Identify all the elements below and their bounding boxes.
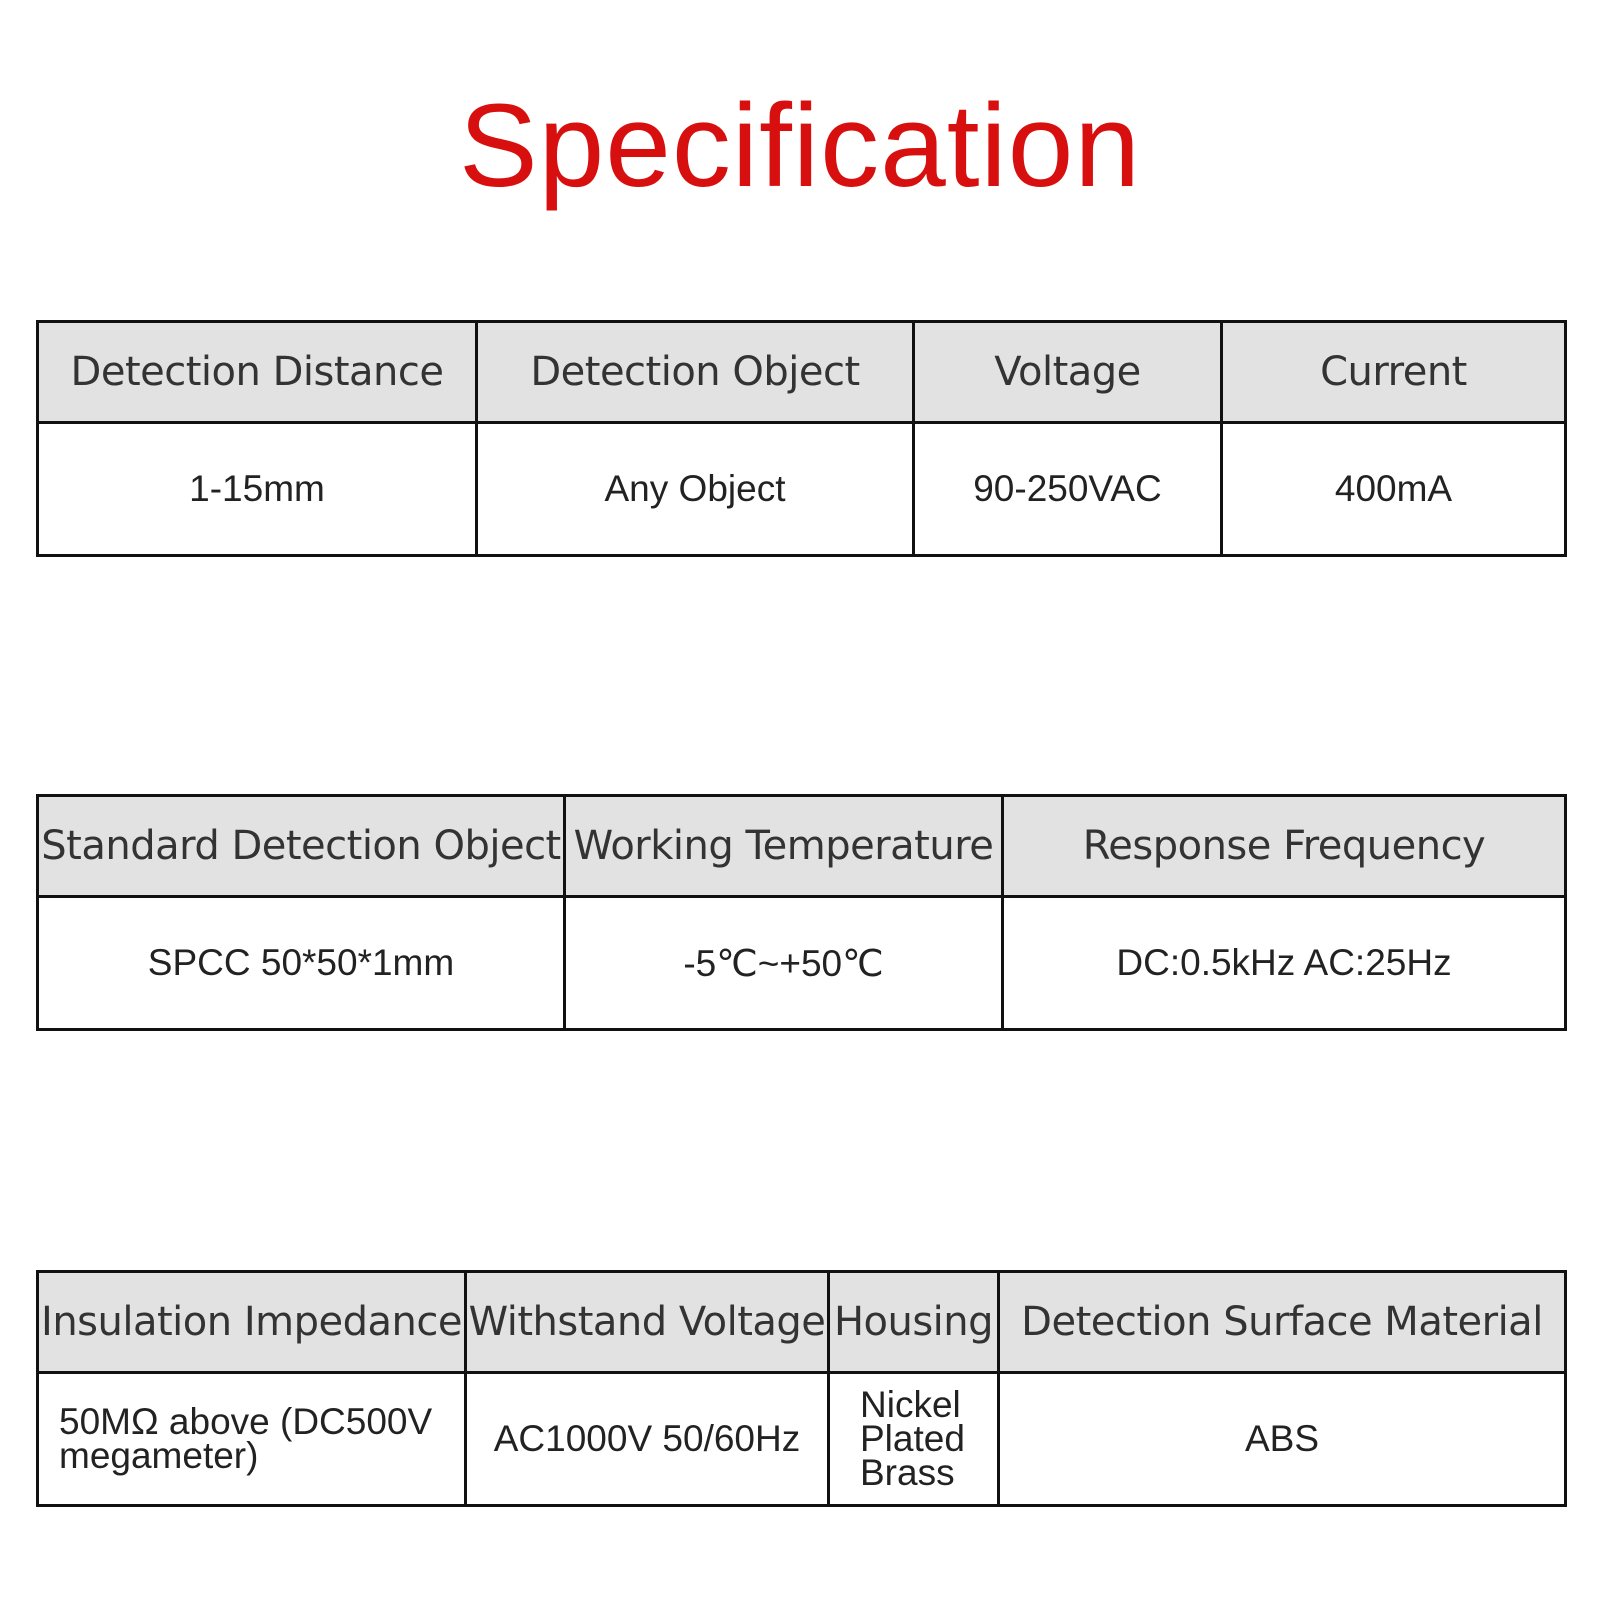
value-withstand-voltage: AC1000V 50/60Hz: [466, 1373, 829, 1506]
spec-table-1: [36, 320, 1567, 557]
header-insulation-impedance: Insulation Impedance: [38, 1272, 466, 1373]
header-housing: Housing: [829, 1272, 999, 1373]
spec-table-2: [36, 794, 1567, 1031]
value-current: 400mA: [1222, 423, 1566, 556]
table-header-row: [38, 322, 1566, 423]
housing-line: Plated: [860, 1418, 965, 1459]
header-detection-surface-material: Detection Surface Material: [999, 1272, 1566, 1373]
value-working-temperature: -5℃~+50℃: [565, 897, 1003, 1030]
header-voltage: Voltage: [914, 322, 1222, 423]
value-housing: [829, 1373, 999, 1506]
value-detection-distance: 1-15mm: [38, 423, 477, 556]
value-response-frequency: DC:0.5kHz AC:25Hz: [1003, 897, 1566, 1030]
table-row: [38, 897, 1566, 1030]
spec-table-3: [36, 1270, 1567, 1507]
header-detection-object: Detection Object: [477, 322, 914, 423]
value-detection-surface-material: ABS: [999, 1373, 1566, 1506]
header-current: Current: [1222, 322, 1566, 423]
header-detection-distance: Detection Distance: [38, 322, 477, 423]
page-title: Specification: [458, 80, 1142, 212]
header-standard-detection-object: Standard Detection Object: [38, 796, 565, 897]
value-voltage: 90-250VAC: [914, 423, 1222, 556]
table-row: [38, 423, 1566, 556]
table-row: [38, 1373, 1566, 1506]
housing-line: Nickel: [860, 1384, 961, 1425]
value-insulation-impedance: 50MΩ above (DC500V megameter): [38, 1373, 466, 1506]
table-header-row: [38, 796, 1566, 897]
header-withstand-voltage: Withstand Voltage: [466, 1272, 829, 1373]
value-detection-object: Any Object: [477, 423, 914, 556]
value-standard-detection-object: SPCC 50*50*1mm: [38, 897, 565, 1030]
header-working-temperature: Working Temperature: [565, 796, 1003, 897]
header-response-frequency: Response Frequency: [1003, 796, 1566, 897]
table-header-row: [38, 1272, 1566, 1373]
housing-line: Brass: [860, 1452, 955, 1493]
